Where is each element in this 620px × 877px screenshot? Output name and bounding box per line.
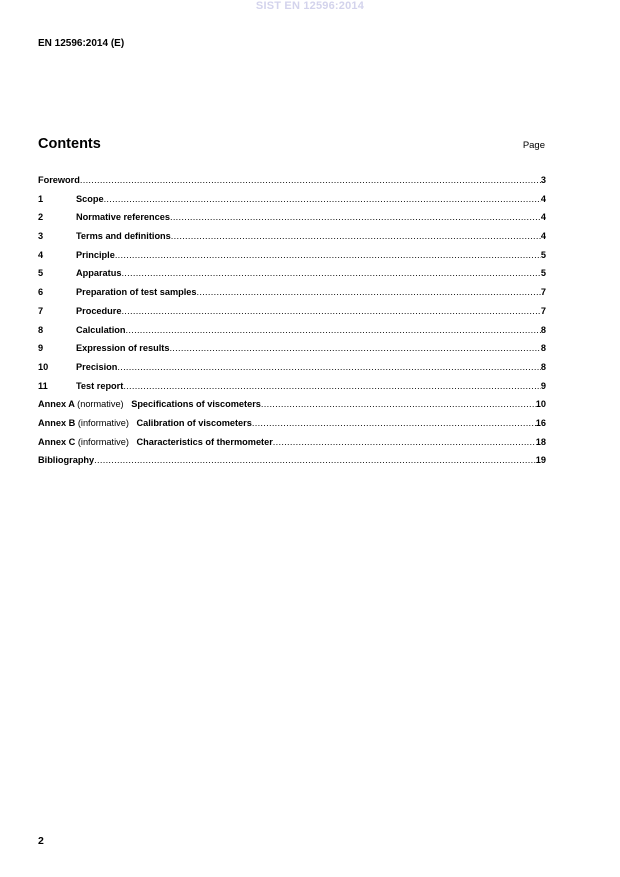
toc-entry-number: 1 <box>38 193 44 204</box>
page-number: 2 <box>38 835 44 847</box>
toc-entry-calculation[interactable] <box>38 325 546 344</box>
document-id: EN 12596:2014 (E) <box>38 38 125 49</box>
toc-entry-page: 9 <box>540 380 546 391</box>
toc-leader-dots <box>123 381 541 391</box>
annex-type: (informative) <box>77 436 129 447</box>
toc-entry-page: 10 <box>535 399 546 410</box>
toc-leader-dots <box>261 399 536 409</box>
toc-entry-title: Scope <box>76 193 104 204</box>
toc-entry-page: 19 <box>535 455 546 466</box>
toc-annex-heading <box>38 399 261 409</box>
toc-entry-title: Calculation <box>76 324 126 335</box>
toc-entry-page: 3 <box>540 175 546 185</box>
toc-entry-title: Principle <box>76 249 115 260</box>
toc-entry-number: 10 <box>38 361 49 372</box>
toc-entry-title: Specifications of viscometers <box>131 399 261 410</box>
toc-entry-page: 4 <box>540 212 546 223</box>
toc-entry-number: 6 <box>38 287 44 298</box>
toc-annex-heading <box>38 418 252 428</box>
toc-leader-dots <box>115 250 541 260</box>
toc-entry-title: Preparation of test samples <box>76 287 197 298</box>
toc-entry-annex-b[interactable] <box>38 418 546 437</box>
toc-entry-number: 9 <box>38 343 44 354</box>
toc-entry-annex-c[interactable] <box>38 437 546 456</box>
toc-leader-dots <box>197 287 541 297</box>
toc-leader-dots <box>252 418 536 428</box>
toc-leader-dots <box>171 231 541 241</box>
toc-entry-page: 7 <box>540 305 546 316</box>
toc-entry-page: 8 <box>540 343 546 354</box>
toc-entry-normative-references[interactable] <box>38 212 546 231</box>
toc-entry-title: Bibliography <box>38 455 95 466</box>
toc-leader-dots <box>273 437 536 447</box>
toc-entry-page: 5 <box>540 268 546 279</box>
toc-entry-preparation-of-test-samples[interactable] <box>38 287 546 306</box>
toc-annex-heading <box>38 437 273 447</box>
toc-entry-number: 2 <box>38 212 44 223</box>
page-column-label: Page <box>522 140 545 151</box>
toc-entry-title: Test report <box>76 380 124 391</box>
toc-leader-dots <box>126 325 541 335</box>
toc-entry-procedure[interactable] <box>38 306 546 325</box>
annex-label: Annex C <box>38 436 76 447</box>
toc-entry-number: 4 <box>38 249 44 260</box>
toc-entry-foreword[interactable] <box>38 175 546 194</box>
toc-entry-title: Calibration of viscometers <box>136 417 252 428</box>
annex-type: (normative) <box>77 399 124 410</box>
toc-leader-dots <box>121 306 540 316</box>
toc-entry-title: Apparatus <box>76 268 122 279</box>
annex-label: Annex A <box>38 399 75 410</box>
toc-entry-terms-and-definitions[interactable] <box>38 231 546 250</box>
toc-entry-title: Procedure <box>76 305 122 316</box>
table-of-contents <box>38 175 546 474</box>
watermark: SIST EN 12596:2014 <box>255 0 365 12</box>
toc-entry-scope[interactable] <box>38 194 546 213</box>
toc-entry-number: 11 <box>38 380 48 391</box>
toc-leader-dots <box>80 175 541 185</box>
toc-entry-test-report[interactable] <box>38 381 546 400</box>
toc-entry-number: 5 <box>38 268 44 279</box>
toc-entry-title: Precision <box>76 361 118 372</box>
toc-entry-number: 3 <box>38 231 44 242</box>
toc-leader-dots <box>121 268 540 278</box>
toc-entry-page: 4 <box>540 193 546 204</box>
toc-entry-number: 7 <box>38 305 44 316</box>
toc-leader-dots <box>170 212 541 222</box>
annex-type: (informative) <box>77 417 129 428</box>
toc-entry-number: 8 <box>38 324 44 335</box>
toc-leader-dots <box>117 362 541 372</box>
toc-entry-precision[interactable] <box>38 362 546 381</box>
toc-entry-page: 16 <box>535 417 546 428</box>
toc-entry-title: Characteristics of thermometer <box>136 436 273 447</box>
toc-leader-dots <box>94 455 536 465</box>
toc-entry-title: Expression of results <box>76 343 170 354</box>
toc-entry-bibliography[interactable] <box>38 455 546 474</box>
toc-leader-dots <box>169 343 540 353</box>
toc-entry-apparatus[interactable] <box>38 268 546 287</box>
toc-entry-expression-of-results[interactable] <box>38 343 546 362</box>
toc-entry-page: 5 <box>540 249 546 260</box>
toc-entry-page: 8 <box>540 324 546 335</box>
contents-heading: Contents <box>38 136 101 152</box>
annex-label: Annex B <box>38 417 76 428</box>
toc-entry-principle[interactable] <box>38 250 546 269</box>
toc-entry-page: 4 <box>540 231 546 242</box>
toc-entry-page: 8 <box>540 361 546 372</box>
toc-entry-title: Foreword <box>38 175 80 185</box>
toc-entry-page: 18 <box>535 436 546 447</box>
toc-entry-title: Normative references <box>76 212 170 223</box>
toc-entry-annex-a[interactable] <box>38 399 546 418</box>
toc-entry-title: Terms and definitions <box>76 231 171 242</box>
toc-leader-dots <box>104 194 541 204</box>
toc-entry-page: 7 <box>540 287 546 298</box>
